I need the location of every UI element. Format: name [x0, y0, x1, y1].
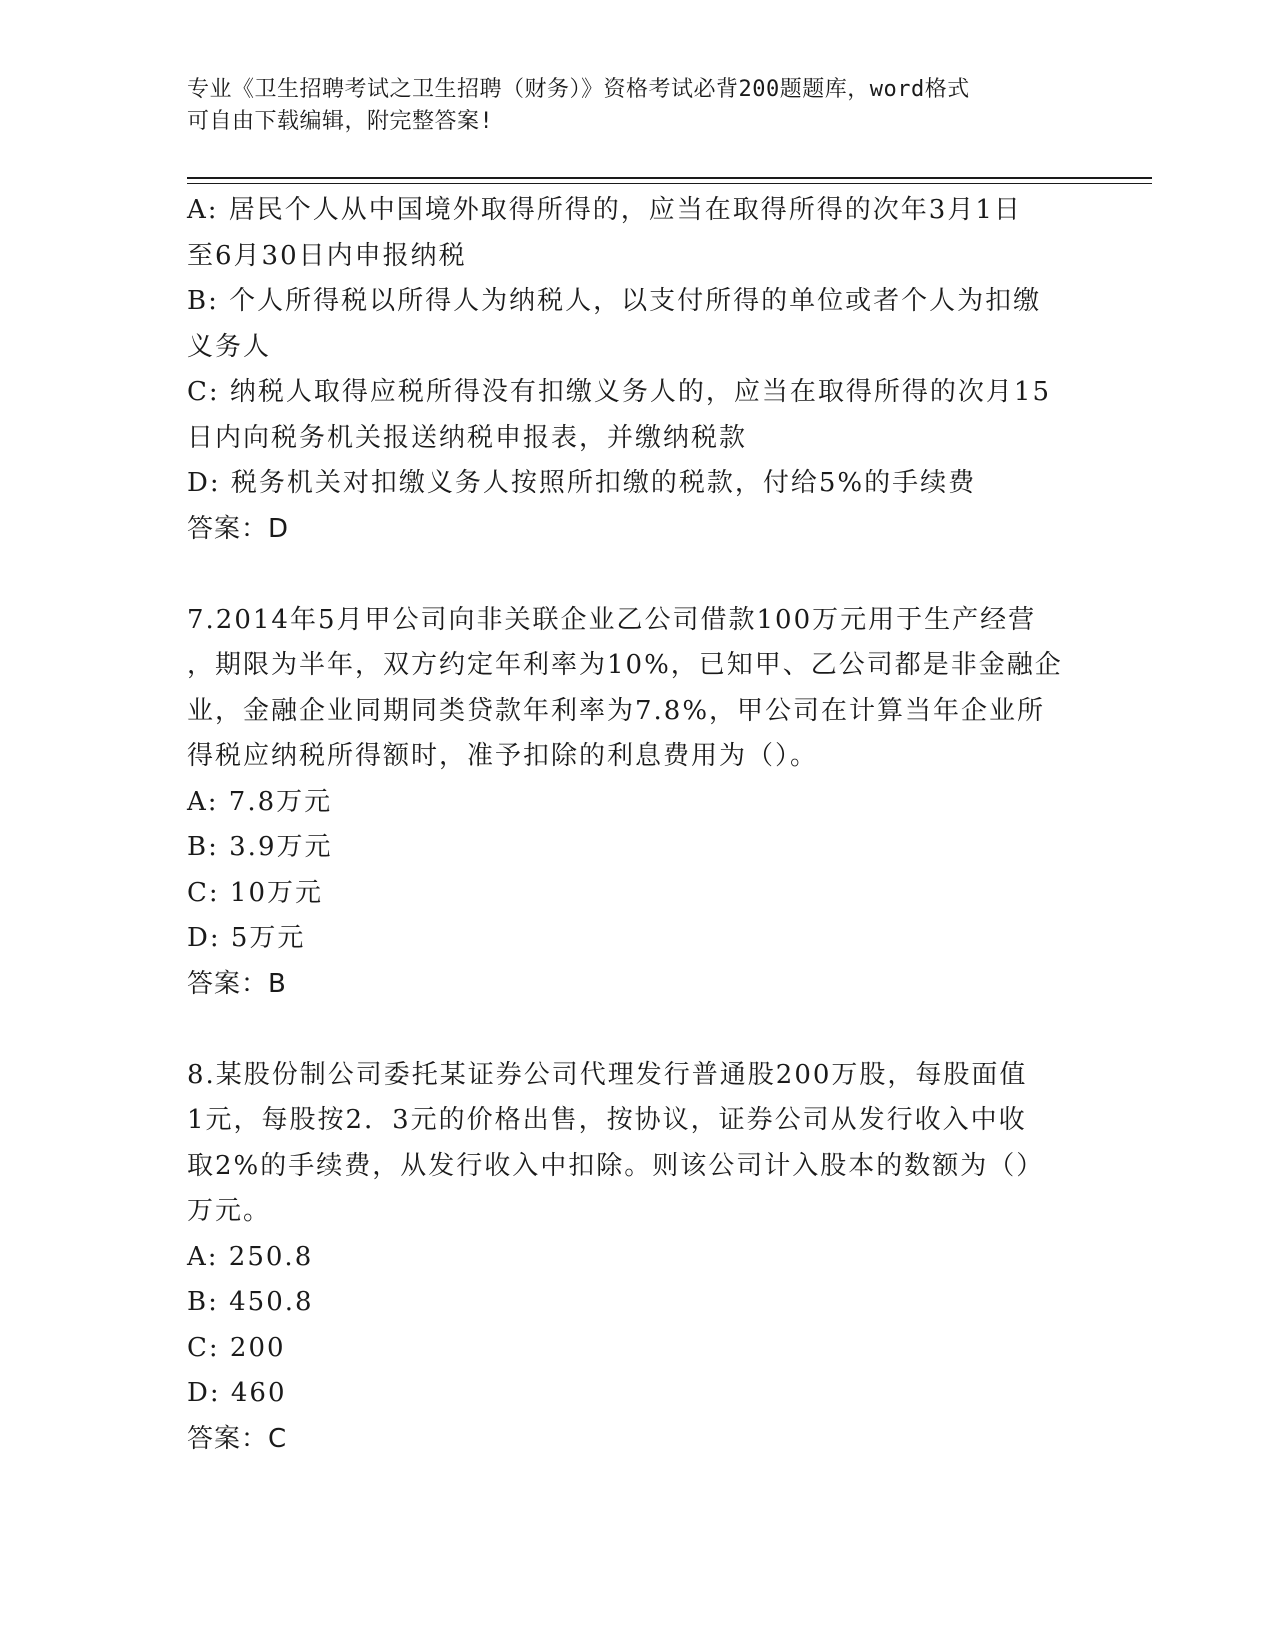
question-8 [187, 1053, 1087, 1463]
q7-answer: 答案：B [187, 968, 287, 999]
q7-option-c: C: 10万元 [187, 877, 324, 908]
question-7 [187, 598, 1087, 1008]
q6-option-a-line-2: 至6月30日内申报纳税 [187, 240, 467, 271]
q8-stem-line-1: 8.某股份制公司委托某证券公司代理发行普通股200万股，每股面值 [187, 1059, 1028, 1090]
q8-stem-line-2: 1元，每股按2．3元的价格出售，按协议，证券公司从发行收入中收 [187, 1105, 1027, 1135]
spacer [187, 552, 1087, 598]
document-body [187, 188, 1087, 1462]
question-6-options [187, 188, 1087, 552]
header-line-1: 专业《卫生招聘考试之卫生招聘（财务）》资格考试必背200题题库，word格式 [187, 77, 970, 102]
q6-option-b-line-2: 义务人 [187, 331, 272, 362]
q7-stem-line-3: 业，金融企业同期同类贷款年利率为7.8%，甲公司在计算当年企业所 [187, 695, 1046, 726]
q8-answer: 答案：C [187, 1423, 288, 1454]
q7-option-a: A: 7.8万元 [187, 786, 333, 817]
q6-option-a-line-1: A: 居民个人从中国境外取得所得的，应当在取得所得的次年3月1日 [187, 195, 1022, 225]
q7-stem-line-2: ，期限为半年，双方约定年利率为10%，已知甲、乙公司都是非金融企 [187, 650, 1063, 680]
spacer [187, 1007, 1087, 1053]
q6-option-c-line-2: 日内向税务机关报送纳税申报表，并缴纳税款 [187, 422, 748, 453]
document-header [187, 74, 1067, 138]
q6-option-b-line-1: B: 个人所得税以所得人为纳税人，以支付所得的单位或者个人为扣缴 [187, 286, 1042, 316]
q6-answer: 答案：D [187, 513, 290, 544]
q6-option-d: D: 税务机关对扣缴义务人按照所扣缴的税款，付给5%的手续费 [187, 468, 977, 498]
q6-option-c-line-1: C: 纳税人取得应税所得没有扣缴义务人的，应当在取得所得的次月15 [187, 377, 1052, 407]
header-line-2: 可自由下载编辑，附完整答案! [187, 109, 494, 134]
q8-option-a: A: 250.8 [187, 1241, 314, 1272]
q8-option-b: B: 450.8 [187, 1287, 314, 1317]
q8-option-d: D: 460 [187, 1378, 287, 1408]
header-rule-thick [187, 177, 1152, 179]
q7-stem-line-4: 得税应纳税所得额时，准予扣除的利息费用为（）。 [187, 741, 819, 771]
header-rule-thin [187, 183, 1152, 184]
q8-option-c: C: 200 [187, 1332, 286, 1363]
q7-option-b: B: 3.9万元 [187, 832, 333, 862]
q7-stem-line-1: 7.2014年5月甲公司向非关联企业乙公司借款100万元用于生产经营 [187, 604, 1037, 635]
q8-stem-line-3: 取2%的手续费，从发行收入中扣除。则该公司计入股本的数额为（） [187, 1150, 1045, 1181]
q8-stem-line-4: 万元。 [187, 1196, 272, 1226]
q7-option-d: D: 5万元 [187, 923, 306, 953]
